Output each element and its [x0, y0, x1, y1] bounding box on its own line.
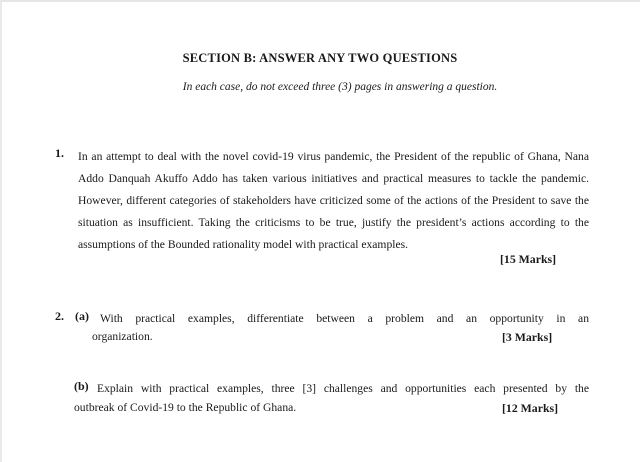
question-2b-text-line2: outbreak of Covid-19 to the Republic of Ghana. [74, 401, 297, 414]
question-2a-text-line1: With practical examples, differentiate between a problem and an opportunity in an [100, 312, 589, 325]
question-1-marks: [15 Marks] [500, 252, 557, 266]
page-left-edge [0, 0, 2, 462]
question-2b-text-line1: Explain with practical examples, three [3] challenges and opportunities each presented by the [97, 382, 589, 395]
page-top-edge [0, 0, 640, 2]
question-2a-label: (a) [75, 309, 89, 323]
question-2b-label: (b) [74, 379, 89, 393]
question-2a-text-line2: organization. [92, 330, 153, 343]
question-2a-marks: [3 Marks] [502, 330, 553, 344]
question-1-text: In an attempt to deal with the novel covid-19 virus pandemic, the President of the republic of Ghana, Nana Addo Danquah Akuffo Addo has taken various initiatives and practical measures to tackle the pandemic. However, different categories of stakeholders have criticized some of the actions of the President to save the situation as insufficient. Taking the criticisms to be true, justify the president’s actions according to the assumptions of the Bounded rationality model with practical examples. [78, 150, 589, 251]
question-1-number: 1. [55, 146, 64, 160]
question-2b-marks: [12 Marks] [502, 401, 559, 415]
question-2-number: 2. [55, 309, 64, 323]
section-instruction: In each case, do not exceed three (3) pages in answering a question. [182, 81, 498, 93]
section-title: SECTION B: ANSWER ANY TWO QUESTIONS [182, 51, 458, 65]
